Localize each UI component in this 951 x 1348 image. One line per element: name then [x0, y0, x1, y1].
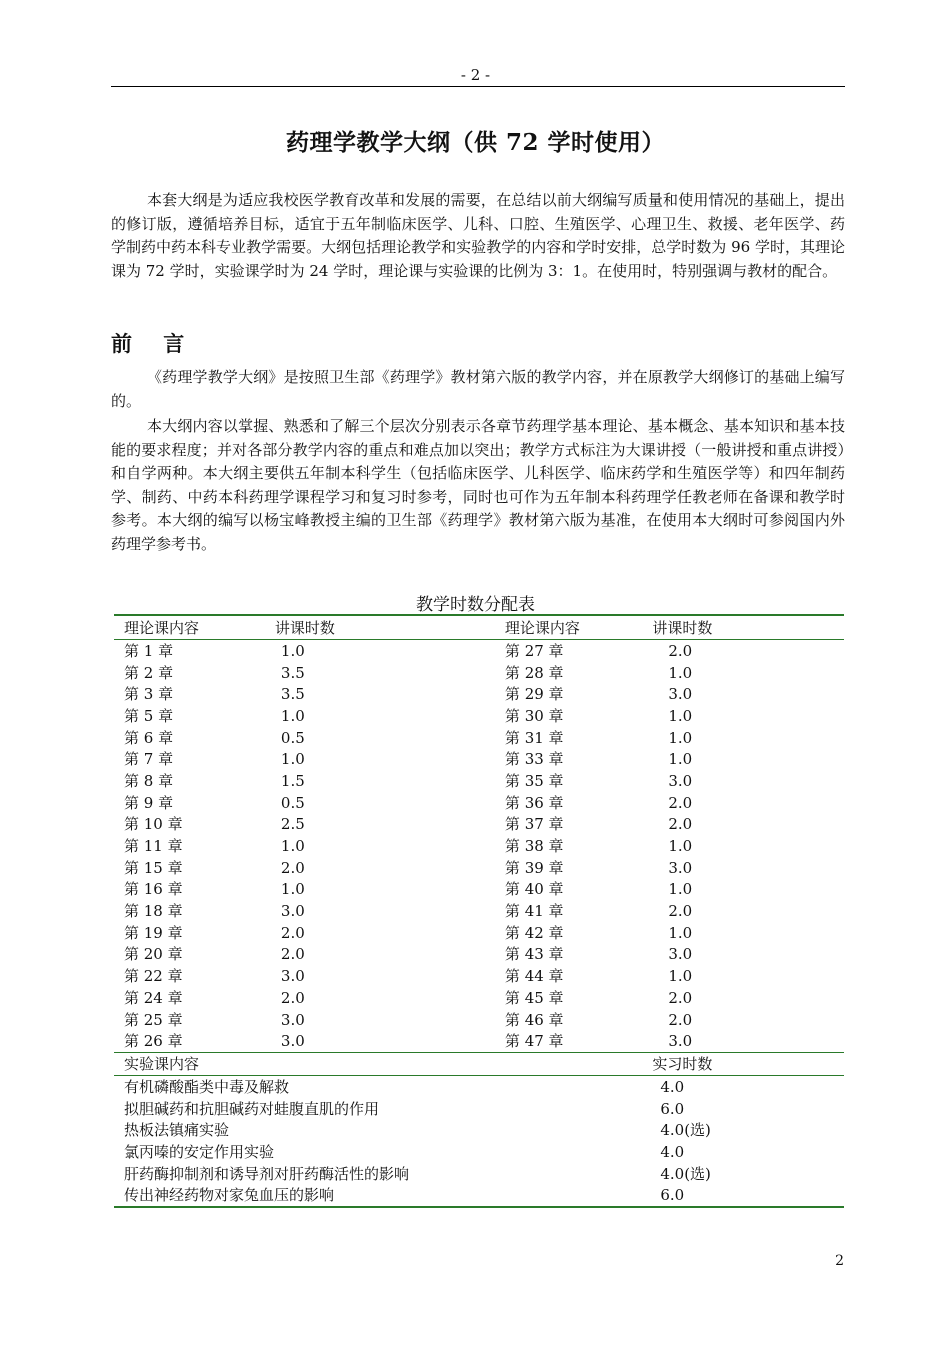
chapter-cell: 第 43 章	[504, 945, 564, 964]
chapter-cell: 第 29 章	[504, 685, 564, 704]
table-row	[114, 879, 844, 901]
column-header: 讲课时数	[265, 615, 495, 640]
hours-cell: 2.0	[280, 923, 305, 942]
chapter-cell: 第 26 章	[124, 1032, 183, 1051]
hours-cell: 2.0	[280, 858, 305, 877]
hours-cell: 3.0	[668, 1032, 693, 1051]
hours-cell: 3.0	[280, 1010, 305, 1029]
hours-cell: 0.5	[280, 728, 305, 747]
lab-name-cell: 有机磷酸酯类中毒及解救	[124, 1077, 290, 1096]
chapter-cell: 第 36 章	[504, 793, 564, 812]
theory-header-row	[114, 615, 844, 640]
chapter-cell: 第 5 章	[124, 706, 174, 725]
chapter-cell: 第 3 章	[124, 685, 174, 704]
chapter-cell: 第 44 章	[504, 967, 564, 986]
table-row	[114, 1141, 844, 1163]
chapter-cell: 第 10 章	[124, 815, 183, 834]
table-row	[114, 900, 844, 922]
table-row	[114, 1163, 844, 1185]
lab-hours-cell: 4.0	[660, 1142, 685, 1161]
chapter-cell: 第 6 章	[124, 728, 174, 747]
chapter-cell: 第 30 章	[504, 706, 564, 725]
chapter-cell: 第 45 章	[504, 988, 564, 1007]
hours-cell: 3.0	[280, 902, 305, 921]
chapter-cell: 第 16 章	[124, 880, 183, 899]
document-title: 药理学教学大纲（供 72 学时使用）	[285, 129, 666, 156]
chapter-cell: 第 8 章	[124, 771, 174, 790]
chapter-cell: 第 15 章	[124, 858, 183, 877]
table-row	[114, 792, 844, 814]
hours-cell: 3.5	[280, 685, 305, 704]
table-row	[114, 770, 844, 792]
table-row	[114, 683, 844, 705]
hours-cell: 1.0	[280, 837, 305, 856]
hours-cell: 1.0	[280, 880, 305, 899]
preface-paragraph-1: 《药理学教学大纲》是按照卫生部《药理学》教材第六版的教学内容，并在原教学大纲修订的基础上编写的。	[111, 368, 845, 410]
preface-paragraph-2: 本大纲内容以掌握、熟悉和了解三个层次分别表示各章节药理学基本理论、基本概念、基本知识和基本技能的要求程度；并对各部分教学内容的重点和难点加以突出；教学方式标注为大课讲授（一般讲授和重点讲授）和自学两种。本大纲主要供五年制本科学生（包括临床医学、儿科医学、临床药学和生殖医学等）和四年制药学、制药、中药本科药理学课程学习和复习时参考，同时也可作为五年制本科药理学任教老师在备课和教学时参考。本大纲的编写以杨宝峰教授主编的卫生部《药理学》教材第六版为基准，在使用本大纲时可参阅国内外药理学参考书。	[111, 417, 845, 553]
chapter-cell: 第 37 章	[504, 815, 564, 834]
lab-name-cell: 拟胆碱药和抗胆碱药对蛙腹直肌的作用	[124, 1099, 380, 1118]
chapter-cell: 第 2 章	[124, 663, 174, 682]
chapter-cell: 第 25 章	[124, 1010, 183, 1029]
hours-cell: 3.0	[668, 771, 693, 790]
lab-name-cell: 氯丙嗪的安定作用实验	[124, 1142, 275, 1161]
hours-cell: 2.0	[280, 988, 305, 1007]
table-row	[114, 965, 844, 987]
hours-cell: 2.5	[280, 815, 305, 834]
lab-hours-cell: 4.0(选)	[660, 1164, 711, 1183]
chapter-cell: 第 40 章	[504, 880, 564, 899]
chapter-cell: 第 11 章	[124, 837, 183, 856]
running-header-page-label: - 2 -	[460, 66, 491, 84]
hours-cell: 3.0	[668, 685, 693, 704]
lab-name-cell: 传出神经药物对家兔血压的影响	[114, 1185, 642, 1208]
chapter-cell: 第 35 章	[504, 771, 564, 790]
hours-cell: 1.0	[668, 967, 693, 986]
table-row	[114, 705, 844, 727]
hours-cell: 1.0	[280, 750, 305, 769]
lab-name-cell: 肝药酶抑制剂和诱导剂对肝药酶活性的影响	[124, 1164, 410, 1183]
chapter-cell: 第 42 章	[504, 923, 564, 942]
chapter-cell: 第 1 章	[124, 641, 174, 660]
table-row	[114, 640, 844, 662]
chapter-cell: 第 28 章	[504, 663, 564, 682]
hours-cell: 2.0	[668, 902, 693, 921]
table-caption: 教学时数分配表	[416, 595, 535, 615]
table-row	[114, 835, 844, 857]
preface-heading: 前 言	[111, 331, 197, 356]
table-row	[114, 814, 844, 836]
page-number: 2	[835, 1253, 844, 1269]
chapter-cell: 第 41 章	[504, 902, 564, 921]
chapter-cell: 第 19 章	[124, 923, 183, 942]
column-header: 理论课内容	[114, 615, 265, 640]
chapter-cell: 第 9 章	[124, 793, 174, 812]
lab-hours-cell: 4.0(选)	[660, 1121, 711, 1140]
table-row	[114, 922, 844, 944]
intro-paragraph: 本套大纲是为适应我校医学教育改革和发展的需要，在总结以前大纲编写质量和使用情况的基础上，提出的修订版，遵循培养目标，适宜于五年制临床医学、儿科、口腔、生殖医学、心理卫生、救援、老年医学、药学制药中药本科专业教学需要。大纲包括理论教学和实验教学的内容和学时安排，总学时数为 96 学时，其理论课为 72 学时，实验课学时为 24 学时，理论课与实验课的比例为 3：1。在使用时，特别强调与教材的配合。	[111, 191, 845, 280]
hours-cell: 0.5	[280, 793, 305, 812]
column-header: 实验课内容	[114, 1053, 642, 1076]
hours-cell: 1.0	[668, 750, 693, 769]
chapter-cell: 第 47 章	[504, 1032, 564, 1051]
chapter-cell: 第 18 章	[124, 902, 183, 921]
hours-cell: 1.0	[668, 837, 693, 856]
table-row	[114, 1185, 844, 1208]
lab-name-cell: 热板法镇痛实验	[124, 1121, 230, 1140]
table-row	[114, 1009, 844, 1031]
hours-cell: 2.0	[280, 945, 305, 964]
chapter-cell: 第 20 章	[124, 945, 183, 964]
header-rule	[111, 86, 845, 87]
hours-cell: 1.0	[280, 706, 305, 725]
hours-cell: 2.0	[668, 988, 693, 1007]
chapter-cell: 第 33 章	[504, 750, 564, 769]
chapter-cell: 第 31 章	[504, 728, 564, 747]
chapter-cell: 第 39 章	[504, 858, 564, 877]
table-row	[114, 748, 844, 770]
hours-cell: 2.0	[668, 793, 693, 812]
hours-cell: 1.0	[668, 728, 693, 747]
chapter-cell: 第 7 章	[124, 750, 174, 769]
chapter-cell: 第 24 章	[124, 988, 183, 1007]
hours-cell: 2.0	[668, 1010, 693, 1029]
table-row	[114, 1076, 844, 1098]
lab-hours-cell: 4.0	[660, 1077, 685, 1096]
table-row	[114, 662, 844, 684]
column-header: 讲课时数	[642, 615, 844, 640]
hours-cell: 1.0	[668, 923, 693, 942]
chapter-cell: 第 38 章	[504, 837, 564, 856]
hours-cell: 1.0	[280, 641, 305, 660]
table-row	[114, 727, 844, 749]
column-header: 实习时数	[642, 1053, 844, 1076]
hours-cell: 2.0	[668, 815, 693, 834]
chapter-cell: 第 27 章	[504, 641, 564, 660]
chapter-cell: 第 22 章	[124, 967, 183, 986]
table-row	[114, 1098, 844, 1120]
hours-cell: 1.0	[668, 663, 693, 682]
table-row	[114, 857, 844, 879]
hours-cell: 2.0	[668, 641, 693, 660]
teaching-hours-table	[114, 614, 844, 1208]
lab-header-row	[114, 1053, 844, 1076]
hours-cell: 3.0	[280, 1032, 305, 1051]
table-row	[114, 944, 844, 966]
table-row	[114, 1030, 844, 1052]
lab-hours-cell: 6.0	[642, 1185, 844, 1208]
hours-cell: 3.5	[280, 663, 305, 682]
table-row	[114, 1119, 844, 1141]
table-row	[114, 987, 844, 1009]
hours-cell: 1.0	[668, 706, 693, 725]
hours-cell: 1.0	[668, 880, 693, 899]
lab-hours-cell: 6.0	[660, 1099, 685, 1118]
column-header: 理论课内容	[495, 615, 642, 640]
hours-cell: 1.5	[280, 771, 305, 790]
hours-cell: 3.0	[668, 945, 693, 964]
chapter-cell: 第 46 章	[504, 1010, 564, 1029]
hours-cell: 3.0	[280, 967, 305, 986]
hours-cell: 3.0	[668, 858, 693, 877]
